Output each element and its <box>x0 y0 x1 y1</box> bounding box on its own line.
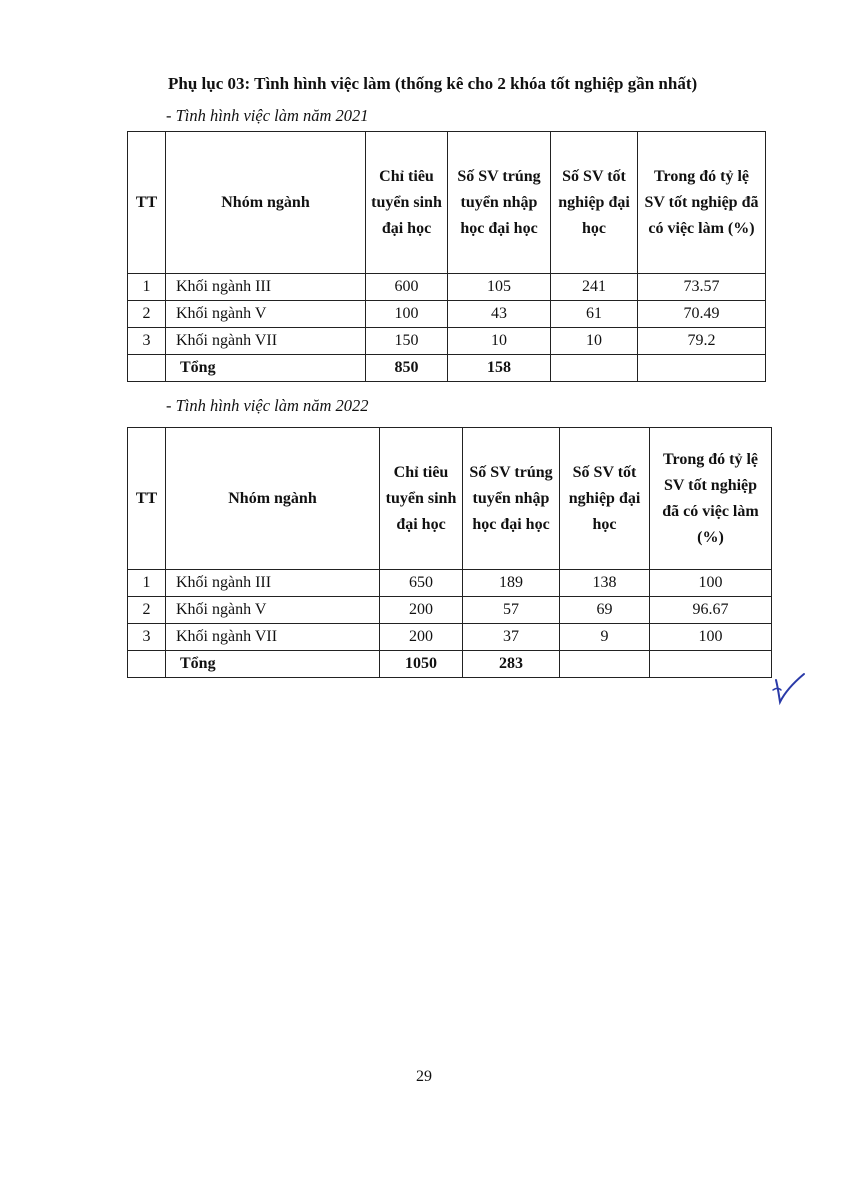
table-row <box>128 328 766 355</box>
cell-quota: 650 <box>380 570 463 597</box>
total-quota: 1050 <box>380 651 463 678</box>
cell-graduated: 69 <box>560 597 650 624</box>
total-graduated <box>551 355 638 382</box>
caption-2021: - Tình hình việc làm năm 2021 <box>166 106 369 125</box>
table-row <box>128 274 766 301</box>
cell-employed: 100 <box>650 624 772 651</box>
header-employed: Trong đó tỷ lệ SV tốt nghiệp đã có việc làm (%) <box>638 132 766 274</box>
cell-graduated: 61 <box>551 301 638 328</box>
total-employed <box>650 651 772 678</box>
total-row <box>128 355 766 382</box>
cell-tt: 2 <box>128 597 166 624</box>
header-quota: Chỉ tiêu tuyển sinh đại học <box>380 428 463 570</box>
cell-tt: 1 <box>128 570 166 597</box>
table-row <box>128 624 772 651</box>
cell-quota: 200 <box>380 624 463 651</box>
header-admitted: Số SV trúng tuyển nhập học đại học <box>463 428 560 570</box>
total-label: Tổng <box>166 355 366 382</box>
cell-group: Khối ngành VII <box>166 328 366 355</box>
cell-admitted: 105 <box>448 274 551 301</box>
total-row <box>128 651 772 678</box>
table-row <box>128 570 772 597</box>
page-number: 29 <box>416 1068 432 1085</box>
cell-graduated: 10 <box>551 328 638 355</box>
header-tt: TT <box>128 132 166 274</box>
appendix-heading: Phụ lục 03: Tình hình việc làm (thống kê cho 2 khóa tốt nghiệp gần nhất) <box>168 74 698 93</box>
table-row <box>128 597 772 624</box>
cell-employed: 79.2 <box>638 328 766 355</box>
cell-tt: 3 <box>128 624 166 651</box>
cell-group: Khối ngành III <box>166 274 366 301</box>
total-quota: 850 <box>366 355 448 382</box>
header-group: Nhóm ngành <box>166 428 380 570</box>
header-group: Nhóm ngành <box>166 132 366 274</box>
cell-graduated: 241 <box>551 274 638 301</box>
cell-tt: 1 <box>128 274 166 301</box>
cell-admitted: 57 <box>463 597 560 624</box>
cell-group: Khối ngành V <box>166 597 380 624</box>
cell-quota: 150 <box>366 328 448 355</box>
total-admitted: 283 <box>463 651 560 678</box>
cell-group: Khối ngành V <box>166 301 366 328</box>
total-employed <box>638 355 766 382</box>
cell-quota: 100 <box>366 301 448 328</box>
header-graduated: Số SV tốt nghiệp đại học <box>551 132 638 274</box>
cell-quota: 600 <box>366 274 448 301</box>
cell-employed: 73.57 <box>638 274 766 301</box>
cell-tt: 2 <box>128 301 166 328</box>
employment-table-2022 <box>127 427 772 678</box>
cell-graduated: 138 <box>560 570 650 597</box>
cell-group: Khối ngành III <box>166 570 380 597</box>
table-row <box>128 301 766 328</box>
handwritten-check-icon <box>770 668 810 708</box>
cell-quota: 200 <box>380 597 463 624</box>
header-graduated: Số SV tốt nghiệp đại học <box>560 428 650 570</box>
cell-tt-empty <box>128 355 166 382</box>
cell-group: Khối ngành VII <box>166 624 380 651</box>
cell-employed: 96.67 <box>650 597 772 624</box>
table-header-row <box>128 428 772 570</box>
total-graduated <box>560 651 650 678</box>
cell-admitted: 189 <box>463 570 560 597</box>
header-tt: TT <box>128 428 166 570</box>
header-quota: Chỉ tiêu tuyển sinh đại học <box>366 132 448 274</box>
header-employed: Trong đó tỷ lệ SV tốt nghiệp đã có việc làm (%) <box>650 428 772 570</box>
cell-tt: 3 <box>128 328 166 355</box>
cell-admitted: 37 <box>463 624 560 651</box>
cell-admitted: 43 <box>448 301 551 328</box>
employment-table-2021 <box>127 131 766 382</box>
table-header-row <box>128 132 766 274</box>
header-admitted: Số SV trúng tuyển nhập học đại học <box>448 132 551 274</box>
caption-2022: - Tình hình việc làm năm 2022 <box>166 396 369 415</box>
cell-admitted: 10 <box>448 328 551 355</box>
total-admitted: 158 <box>448 355 551 382</box>
cell-graduated: 9 <box>560 624 650 651</box>
cell-employed: 70.49 <box>638 301 766 328</box>
cell-employed: 100 <box>650 570 772 597</box>
cell-tt-empty <box>128 651 166 678</box>
total-label: Tổng <box>166 651 380 678</box>
